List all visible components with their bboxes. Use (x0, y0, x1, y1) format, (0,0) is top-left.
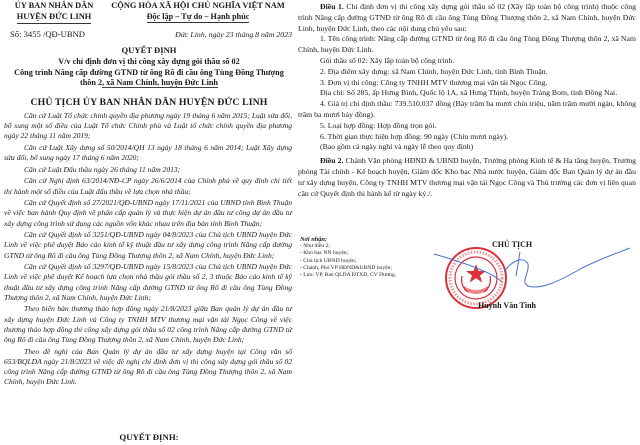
basis-item: Căn cứ Nghị định 63/2014/NĐ-CP ngày 26/6/2014 của Chính phủ về quy định chi tiết thi hành một số điều của Luật đấu thầu về lựa chọn nhà thầu; (4, 176, 292, 196)
basis-item: Theo đề nghị của Ban Quản lý dự án đầu tư xây dựng huyện tại Công văn số 653/BQLDA ngày 21/8/2023 về việc đề nghị chỉ định đơn vị thi công xây dựng gói thầu số 02 công trình Nâng cấp đường GTND từ ông Rô đi cầu ông Tùng Đồng Thượng thôn 2, xã Nam Chính, huyện Đức Linh. (4, 346, 292, 387)
subject-line-2: Công trình Nâng cấp đường GTND từ ông Rô đi cầu ông Tùng Đồng Thượng (14, 67, 284, 77)
issuing-organization (14, 1, 94, 24)
signer-title: CHỦ TỊCH (492, 240, 533, 249)
article-2-label: Điều 2. (320, 156, 344, 166)
place-date: Đức Linh, ngày 23 tháng 8 năm 2023 (175, 30, 292, 39)
national-header (100, 1, 296, 23)
legal-basis (4, 111, 292, 389)
article-2-text: Chánh Văn phòng HĐND & UBND huyện, Trưởng phòng Kinh tế & Hạ tầng huyện, Trưởng phòng Tài chính - Kế hoạch huyện, Giám đốc Kho bạc Nhà nước huyện, Giám đốc Ban Quản lý dự án đầu tư xây dựng huyện, Công ty TNHH MTV thương mại vận tải Ngọc Công và Thủ trưởng các đơn vị liên quan căn cứ Quyết định thi hành kể từ ngày ký./. (298, 156, 637, 198)
article-1-intro: Chỉ định đơn vị thi công xây dựng gói thầu số 02 (Xây lắp toàn bộ công trình) thuộc công trình Nâng cấp đường GTNĐ từ ông Rô đi cầu ông Tùng Đồng Thượng thôn 2, xã Nam Chính, huyện Đức Linh, huyện Đức Linh, theo các nội dung chủ yếu sau: (298, 2, 636, 33)
decision-articles (298, 2, 636, 199)
document-number: Số: 3455 /QĐ-UBND (10, 29, 85, 39)
recipient-item: - Kho bạc NN huyện; (300, 250, 349, 257)
article-1-item: 4. Giá trị chỉ định thầu: 739.510.037 đồng (Bảy trăm ba mươi chín triệu, năm trăm mười ngàn, không trăm ba mươi bảy đồng). (298, 99, 636, 119)
subject-line-1: V/v chỉ định đơn vị thi công xây dựng gói thầu số 02 (58, 57, 240, 66)
subject-line-3b: , xã Nam Chính, huyện Đức Linh (102, 78, 218, 87)
recipient-item: - Chánh, Phó VP HĐND&UBND huyện; (300, 264, 392, 271)
page-left (0, 0, 298, 445)
issuing-authority: CHỦ TỊCH ỦY BAN NHÂN DÂN HUYỆN ĐỨC LINH (30, 97, 268, 108)
basis-item: Căn cứ Luật Tổ chức chính quyền địa phương ngày 19 tháng 6 năm 2015; Luật sửa đổi, bổ sung một số điều của Luật Tổ chức Chính phủ và Luật tổ chức chính quyền địa phương ngày 22 tháng 11 năm 2019; (4, 111, 292, 141)
basis-item: Căn cứ Quyết định số 3251/QĐ-UBND ngày 04/8/2023 của Chủ tịch UBND huyện Đức Linh về việc phê duyệt Báo cáo kinh tế kỹ thuật đầu tư xây dựng công trình Nâng cấp đường GTND từ ông Rô đi cầu ông Tùng Đồng Thượng thôn 2, xã Nam Chính, huyện Đức Linh; (4, 230, 292, 260)
recipient-item: - Như điều 2; (300, 243, 330, 250)
recipients-block (300, 236, 396, 279)
signer-name: Huỳnh Văn Tình (478, 301, 536, 310)
document-subject (0, 57, 298, 89)
recipient-item: - Lưu: VP, Ban QLDA ĐTXD, CV Dương. (300, 272, 397, 279)
article-1-item: 2. Địa điểm xây dựng: xã Nam Chính, huyện Đức Linh, tỉnh Bình Thuận. (320, 66, 548, 76)
recipients-title: Nơi nhận: (300, 236, 328, 243)
article-1-item: (Bao gồm cả ngày nghỉ và ngày lễ theo quy định) (320, 142, 474, 152)
basis-item: Căn cứ Quyết định số 27/2021/QĐ-UBND ngày 17/11/2021 của UBND tỉnh Bình Thuận về việc ban hành Quy định về phân cấp quản lý và thực hiện dự án đầu tư công dự án đầu tư xây dựng công trình sử dụng các nguồn vốn khác nhau trên địa bàn tỉnh Bình Thuận; (4, 198, 292, 228)
basis-item: Theo biên bản thương thảo hợp đồng ngày 21/8/2023 giữa Ban quản lý dự án đầu tư xây dựng huyện Đức Linh và Công ty TNHH MTV thương mại vận tải Ngọc Công về việc thương thảo hợp đồng thi công xây dựng gói thầu số 02 công trình Nâng cấp đường GTND từ ông Rô đi cầu ông Tùng Đồng Thượng thôn 2, xã Nam Chính, huyện Đức Linh; (4, 304, 292, 344)
org-line-1: ỦY BAN NHÂN DÂN (14, 1, 94, 10)
national-motto: Độc lập – Tự do – Hạnh phúc (147, 12, 250, 24)
article-1-label: Điều 1. (320, 2, 344, 11)
nation-title: CỘNG HÒA XÃ HỘI CHỦ NGHĨA VIỆT NAM (111, 1, 285, 10)
article-1-item: 3. Đơn vị thi công: Công ty TNHH MTV thương mại vận tải Ngọc Công. (320, 77, 548, 87)
document-type-title: QUYẾT ĐỊNH (121, 45, 177, 55)
article-1 (298, 2, 636, 34)
article-1-item: Địa chỉ: Số 285, ấp Hưng Bình, Quốc lộ 1A, xã Hưng Thịnh, huyện Trảng Bom, tỉnh Đồng Nai. (320, 88, 618, 98)
basis-item: Căn cứ Luật Đấu thầu ngày 26 tháng 11 năm 2013; (24, 164, 181, 174)
document-header (0, 1, 298, 41)
article-2 (298, 156, 636, 199)
article-1-item: 1. Tên công trình: Nâng cấp đường GTND từ ông Rô đi cầu ông Tùng Đồng Thượng thôn 2, xã Nam Chính, huyện Đức Linh. (298, 34, 636, 55)
page-right (298, 0, 640, 445)
basis-item: Căn cứ Quyết định số 3297/QĐ-UBND ngày 15/8/2023 của Chủ tịch UBND huyện Đức Linh về việc phê duyệt Kế hoạch lựa chọn nhà thầu gói thầu số 2, 3 thuộc Báo cáo kinh tế kỹ thuật đầu tư xây dựng công trình Nâng cấp đường GTND từ ông Rô đi cầu ông Tùng Đồng Thượng thôn 2, xã Nam Chính, huyện Đức Linh; (4, 262, 292, 302)
decides-heading: QUYẾT ĐỊNH: (119, 432, 179, 442)
recipient-item: - Chủ tịch UBND huyện; (300, 257, 357, 264)
article-1-item: Gói thầu số 02: Xây lắp toàn bộ công trình. (320, 55, 455, 65)
subject-line-3a: thôn 2 (79, 78, 103, 87)
basis-item: Căn cứ Luật Xây dựng số 50/2014/QH 13 ngày 18 tháng 6 năm 2014; Luật Xây dựng sửa đổi, bổ sung ngày 17 tháng 6 năm 2020; (4, 143, 292, 163)
signature-scribble-icon (432, 242, 632, 302)
article-1-item: 6. Thời gian thực hiện hợp đồng: 90 ngày (Chín mươi ngày). (320, 131, 509, 141)
org-line-2: HUYỆN ĐỨC LINH (17, 12, 92, 25)
article-1-item: 5. Loại hợp đồng: Hợp đồng trọn gói. (320, 120, 437, 130)
